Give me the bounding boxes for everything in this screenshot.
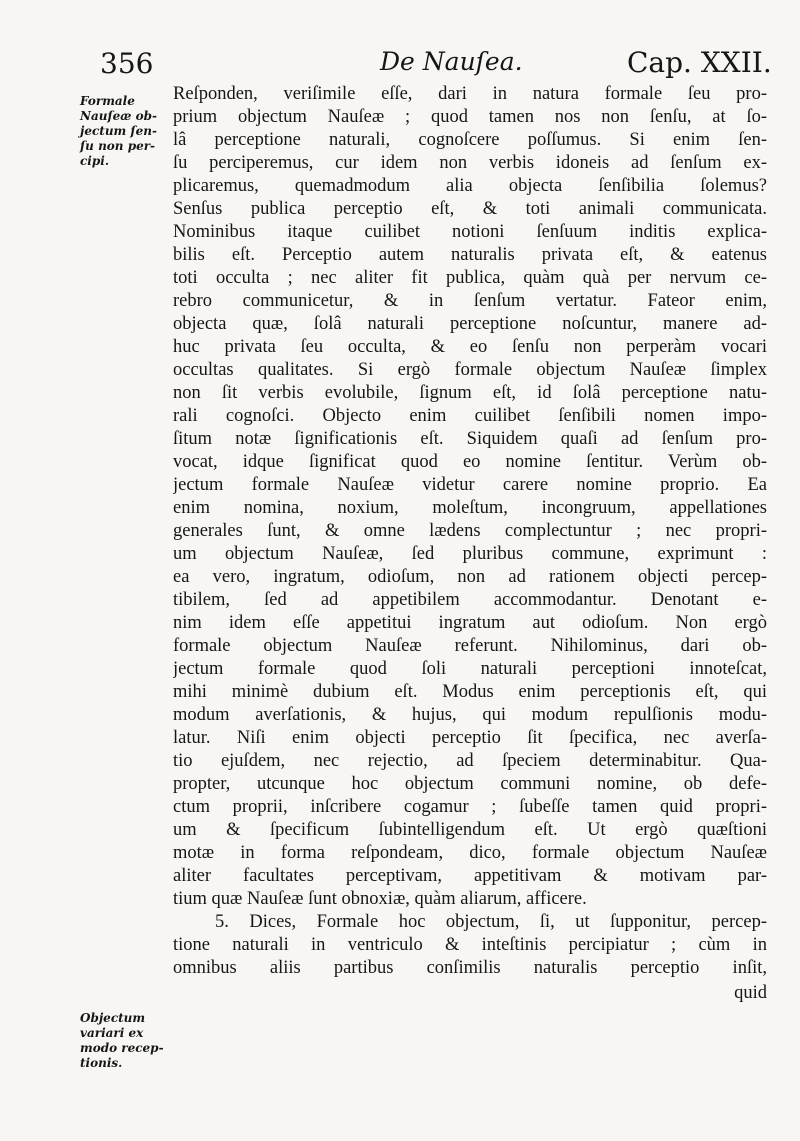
text-line: rebro communicetur, & in ſenſum vertatur. Fateor enim,	[173, 291, 767, 311]
text-line: tium quæ Nauſeæ ſunt obnoxiæ, quàm aliarum, afficere.	[173, 889, 587, 909]
text-line: ſu perciperemus, cur idem non verbis idoneis ad ſenſum ex-	[173, 153, 767, 173]
text-line: formale objectum Nauſeæ referunt. Nihilominus, dari ob-	[173, 636, 767, 656]
text-line: huc privata ſeu occulta, & eo ſenſu non perperàm vocari	[173, 337, 767, 357]
text-line: tibilem, ſed ad appetibilem accommodantur. Denotant e-	[173, 590, 767, 610]
text-line: generales ſunt, & omne lædens complectuntur ; nec propri-	[173, 521, 767, 541]
text-line: propter, utcunque hoc objectum communi nomine, ob defe-	[173, 774, 767, 794]
text-line: nim idem eſſe appetitui ingratum aut odioſum. Non ergò	[173, 613, 767, 633]
margin-note-line: jectum ſen-	[80, 124, 157, 138]
text-line: 5. Dices, Formale hoc objectum, ſi, ut ſupponitur, percep-	[215, 912, 767, 932]
text-line: jectum formale quod ſoli naturali perceptioni innoteſcat,	[173, 659, 767, 679]
text-line: ea vero, ingratum, odioſum, non ad rationem objecti percep-	[173, 567, 767, 587]
text-line: ſitum notæ ſignificationis eſt. Siquidem quaſi ad ſenſum pro-	[173, 429, 767, 449]
margin-note-objectum	[80, 1011, 168, 1071]
margin-note-line: variari ex	[80, 1026, 144, 1040]
text-line: toti occulta ; nec aliter fit publica, quàm quà per nervum ce-	[173, 268, 767, 288]
margin-note-line: cipi.	[80, 154, 109, 168]
chapter-label: Cap. XXII.	[627, 46, 772, 79]
text-line: ctum proprii, inſcribere cogamur ; ſubeſſe tamen quid propri-	[173, 797, 767, 817]
page-number: 356	[100, 47, 154, 80]
text-line: plicaremus, quemadmodum alia objecta ſenſibilia ſolemus?	[173, 176, 767, 196]
margin-note-line: Objectum	[80, 1011, 146, 1025]
text-line: jectum formale Nauſeæ videtur carere nomine proprio. Ea	[173, 475, 767, 495]
text-line: Nominibus itaque cuilibet notioni ſenſuum inditis explica-	[173, 222, 767, 242]
margin-note-formale	[80, 94, 168, 169]
text-line: aliter facultates perceptivam, appetitivam & motivam par-	[173, 866, 767, 886]
text-line: um & ſpecificum ſubintelligendum eſt. Ut ergò quæſtioni	[173, 820, 767, 840]
text-line: tione naturali in ventriculo & inteſtinis percipiatur ; cùm in	[173, 935, 767, 955]
text-line: objecta quæ, ſolâ naturali perceptione noſcuntur, manere ad-	[173, 314, 767, 334]
margin-note-line: ſu non per-	[80, 139, 156, 153]
text-line: prium objectum Nauſeæ ; quod tamen nos non ſenſu, at ſo-	[173, 107, 767, 127]
margin-note-line: modo recep-	[80, 1041, 164, 1055]
text-line: occultas qualitates. Si ergò formale objectum Nauſeæ ſimplex	[173, 360, 767, 380]
text-line: omnibus aliis partibus conſimilis naturalis perceptio inſit,	[173, 958, 767, 978]
text-line: bilis eſt. Perceptio autem naturalis privata eſt, & eatenus	[173, 245, 767, 265]
text-line: um objectum Nauſeæ, ſed pluribus commune, exprimunt :	[173, 544, 767, 564]
margin-note-line: Formale	[80, 94, 135, 108]
text-line: non ſit verbis evolubile, ſignum eſt, id ſolâ perceptione natu-	[173, 383, 767, 403]
catchword: quid	[734, 983, 767, 1003]
text-line: Reſponden, veriſimile eſſe, dari in natura formale ſeu pro-	[173, 84, 767, 104]
text-line: vocat, idque ſignificat quod eo nomine ſentitur. Verùm ob-	[173, 452, 767, 472]
text-line: enim nomina, noxium, moleſtum, incongruum, appellationes	[173, 498, 767, 518]
text-line: modum averſationis, & hujus, qui modum repulſionis modu-	[173, 705, 767, 725]
margin-note-line: tionis.	[80, 1056, 123, 1070]
text-line: tio ejuſdem, nec rejectio, ad ſpeciem determinabitur. Qua-	[173, 751, 767, 771]
text-line: mihi minimè dubium eſt. Modus enim perceptionis eſt, qui	[173, 682, 767, 702]
text-line: latur. Niſi enim objecti perceptio ſit ſpecifica, nec averſa-	[173, 728, 767, 748]
text-line: Senſus publica perceptio eſt, & toti animali communicata.	[173, 199, 767, 219]
margin-note-line: Nauſeæ ob-	[80, 109, 157, 123]
text-line: rali cognoſci. Objecto enim cuilibet ſenſibili nomen impo-	[173, 406, 767, 426]
running-title: De Nauſea.	[380, 47, 523, 76]
text-line: lâ perceptione naturali, cognoſcere poſſumus. Si enim ſen-	[173, 130, 767, 150]
text-line: motæ in forma reſpondeam, dico, formale objectum Nauſeæ	[173, 843, 767, 863]
